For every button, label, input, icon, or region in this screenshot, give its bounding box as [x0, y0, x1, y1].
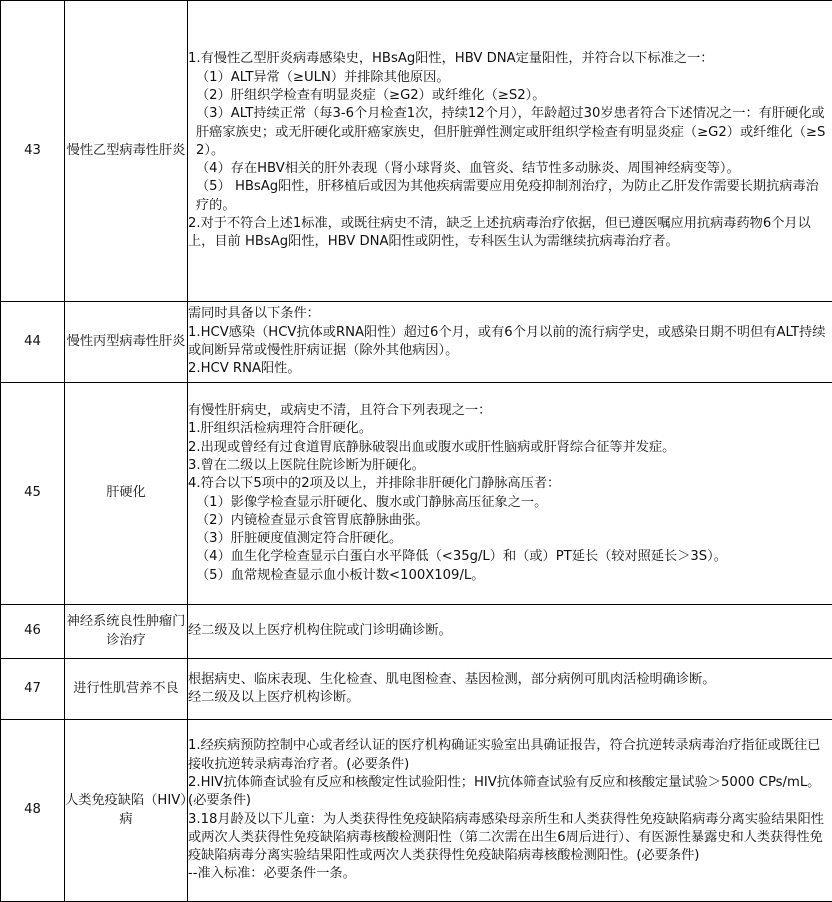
criteria-line: 1.肝组织活检病理符合肝硬化。: [188, 420, 832, 438]
criteria-line: 1.有慢性乙型肝炎病毒感染史，HBsAg阳性，HBV DNA定量阳性，并符合以下标准之一：: [188, 50, 832, 68]
criteria-line: 根据病史、临床表现、生化检查、肌电图检查、基因检测，部分病例可肌肉活检明确诊断。: [188, 671, 832, 689]
criteria-line: （2）内镜检查显示食管胃底静脉曲张。: [188, 512, 832, 530]
disease-name: 进行性肌营养不良: [65, 659, 188, 720]
criteria-line: 经二级及以上医疗机构住院或门诊明确诊断。: [188, 622, 832, 640]
table-row: [1, 302, 832, 383]
row-number: 47: [1, 659, 65, 720]
criteria-text: [188, 720, 832, 902]
criteria-line: 3.曾在二级以上医院住院诊断为肝硬化。: [188, 457, 832, 475]
criteria-line: 经二级及以上医疗机构诊断。: [188, 689, 832, 707]
criteria-line: 4.符合以下5项中的2项及以上，并排除非肝硬化门静脉高压者：: [188, 475, 832, 493]
disease-name: 慢性丙型病毒性肝炎: [65, 302, 188, 383]
criteria-line: （3）ALT持续正常（每3-6个月检查1次，持续12个月），年龄超过30岁患者符合下述情况之一：有肝硬化或肝癌家族史；或无肝硬化或肝癌家族史，但肝脏弹性测定或肝组织学检查有明显炎症（≥G2）或纤维化（≥S2）。: [188, 105, 832, 160]
criteria-line: （5） HBsAg阳性，肝移植后或因为其他疾病需要应用免疫抑制剂治疗，为防止乙肝发作需要长期抗病毒治疗的。: [188, 178, 832, 215]
criteria-line: （3）肝脏硬度值测定符合肝硬化。: [188, 530, 832, 548]
row-number: 43: [1, 1, 65, 302]
criteria-line: （4）血生化学检查显示白蛋白水平降低（<35g/L）和（或）PT延长（较对照延长＞3S）。: [188, 548, 832, 566]
criteria-line: 2.对于不符合上述1标准，或既往病史不清，缺乏上述抗病毒治疗依据，但已遵医嘱应用抗病毒药物6个月以上，目前 HBsAg阳性，HBV DNA阳性或阴性，专科医生认为需继续抗病毒治疗者。: [188, 215, 832, 252]
criteria-text: [188, 659, 832, 720]
criteria-line: 3.18月龄及以下儿童：为人类获得性免疫缺陷病毒感染母亲所生和人类获得性免疫缺陷病毒分离实验结果阳性或两次人类获得性免疫缺陷病毒核酸检测阳性（第二次需在出生6周后进行）、有医源性暴露史和人类获得性免疫缺陷病毒分离实验结果阳性或两次人类获得性免疫缺陷病毒核酸检测阳性。(必要条件): [188, 811, 832, 866]
table-row: [1, 605, 832, 659]
table-row: [1, 383, 832, 605]
criteria-line: --准入标准：必要条件一条。: [188, 865, 832, 883]
criteria-text: [188, 302, 832, 383]
table-row: [1, 720, 832, 902]
criteria-line: （4）存在HBV相关的肝外表现（肾小球肾炎、血管炎、结节性多动脉炎、周围神经病变等）。: [188, 160, 832, 178]
criteria-line: 2.HIV抗体筛查试验有反应和核酸定性试验阳性；HIV抗体筛查试验有反应和核酸定量试验＞5000 CPs/mL。(必要条件): [188, 774, 832, 811]
disease-name: 神经系统良性肿瘤门诊治疗: [65, 605, 188, 659]
row-number: 48: [1, 720, 65, 902]
criteria-line: 1.HCV感染（HCV抗体或RNA阳性）超过6个月，或有6个月以前的流行病学史，或感染日期不明但有ALT持续或间断异常或慢性肝病证据（除外其他病因）。: [188, 324, 832, 361]
row-number: 46: [1, 605, 65, 659]
criteria-line: （5）血常规检查显示血小板计数<100X109/L。: [188, 567, 832, 585]
row-number: 45: [1, 383, 65, 605]
table-row: [1, 1, 832, 302]
criteria-text: [188, 605, 832, 659]
criteria-line: 1.经疾病预防控制中心或者经认证的医疗机构确证实验室出具确证报告，符合抗逆转录病毒治疗指征或既往已接收抗逆转录病毒治疗者。(必要条件): [188, 737, 832, 774]
criteria-line: 2.出现或曾经有过食道胃底静脉破裂出血或腹水或肝性脑病或肝肾综合征等并发症。: [188, 439, 832, 457]
criteria-line: 2.HCV RNA阳性。: [188, 360, 832, 378]
criteria-line: （2）肝组织学检查有明显炎症（≥G2）或纤维化（≥S2）。: [188, 87, 832, 105]
disease-name: 慢性乙型病毒性肝炎: [65, 1, 188, 302]
criteria-line: （1）ALT异常（≥ULN）并排除其他原因。: [188, 69, 832, 87]
row-number: 44: [1, 302, 65, 383]
criteria-text: [188, 1, 832, 302]
criteria-line: 需同时具备以下条件：: [188, 305, 832, 323]
criteria-line: （1）影像学检查显示肝硬化、腹水或门静脉高压征象之一。: [188, 494, 832, 512]
disease-name: 人类免疫缺陷（HIV）病: [65, 720, 188, 902]
table-row: [1, 659, 832, 720]
criteria-text: [188, 383, 832, 605]
criteria-line: 有慢性肝病史，或病史不清，且符合下列表现之一：: [188, 402, 832, 420]
disease-name: 肝硬化: [65, 383, 188, 605]
